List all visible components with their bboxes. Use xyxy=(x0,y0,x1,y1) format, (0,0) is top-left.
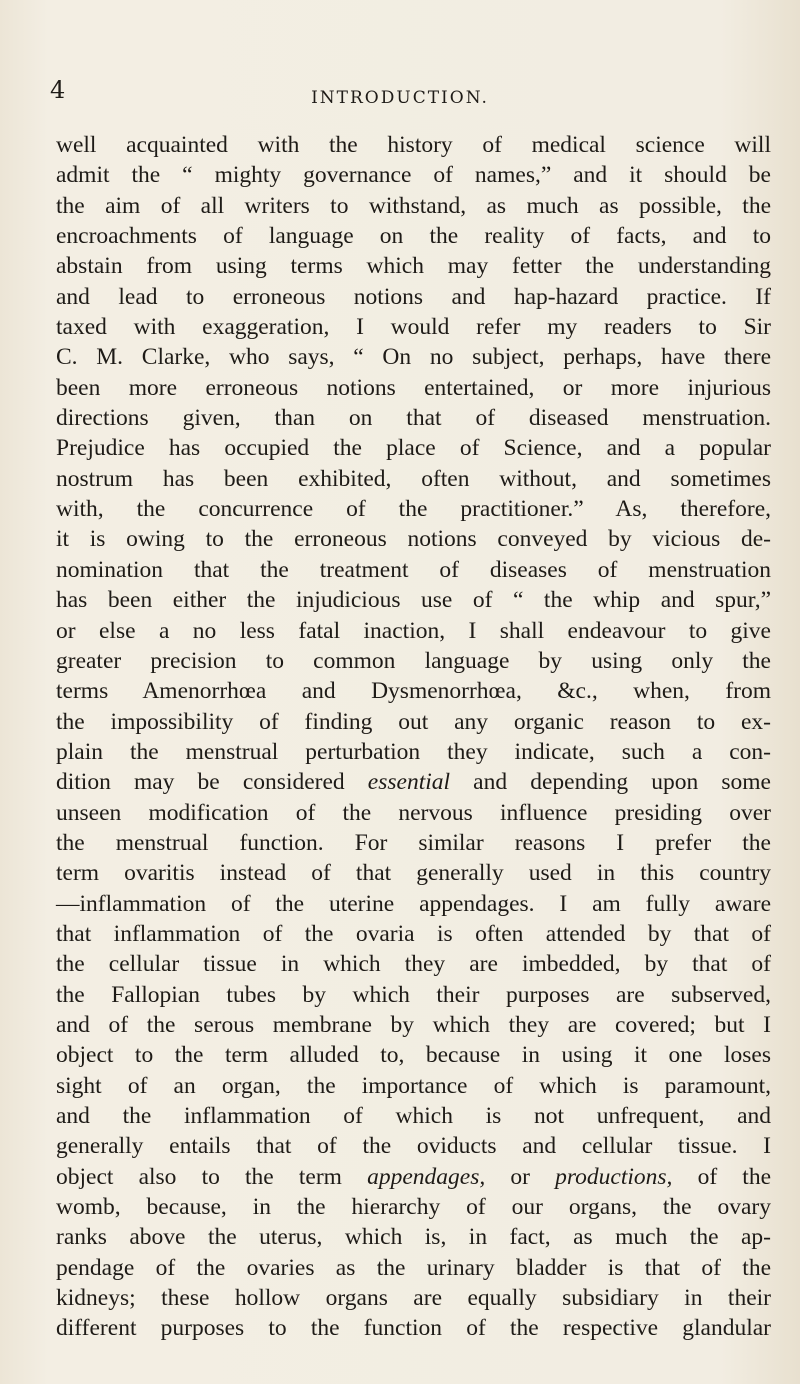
text-line: —inflammation of the uterine appendages. I am fully aware xyxy=(56,890,771,917)
text-line: or else a no less fatal inaction, I shall endeavour to give xyxy=(56,617,771,644)
text-line: C. M. Clarke, who says, “ On no subject, perhaps, have there xyxy=(56,344,771,371)
text-line: the menstrual function. For similar reasons I prefer the xyxy=(56,829,771,856)
text-line: the aim of all writers to withstand, as much as possible, the xyxy=(56,192,771,219)
text-line: taxed with exaggeration, I would refer my readers to Sir xyxy=(56,314,771,341)
text-line: plain the menstrual perturbation they indicate, such a con- xyxy=(56,738,771,765)
text-line: womb, because, in the hierarchy of our organs, the ovary xyxy=(56,1194,771,1221)
text-line: the impossibility of finding out any organic reason to ex- xyxy=(56,708,771,735)
text-line: nomination that the treatment of diseases of menstruation xyxy=(56,556,771,583)
text-line: greater precision to common language by using only the xyxy=(56,647,771,674)
text-line: and of the serous membrane by which they are covered; but I xyxy=(56,1011,771,1038)
text-line: pendage of the ovaries as the urinary bladder is that of the xyxy=(56,1254,771,1281)
text-line: object also to the term appendages, or productions, of the xyxy=(56,1163,772,1190)
text-line: and lead to erroneous notions and hap-hazard practice. If xyxy=(56,283,771,310)
text-line: abstain from using terms which may fetter the understanding xyxy=(56,253,771,280)
text-line: different purposes to the function of the respective glandular xyxy=(56,1315,771,1342)
text-line: sight of an organ, the importance of which is paramount, xyxy=(56,1072,771,1099)
text-line: it is owing to the erroneous notions conveyed by vicious de- xyxy=(56,526,771,553)
text-line: generally entails that of the oviducts and cellular tissue. I xyxy=(56,1133,771,1160)
text-line: with, the concurrence of the practitioner.” As, therefore, xyxy=(56,496,771,523)
text-line: and the inflammation of which is not unfrequent, and xyxy=(56,1103,771,1129)
text-line: term ovaritis instead of that generally used in this country xyxy=(56,860,771,887)
text-line: well acquainted with the history of medical science will xyxy=(56,132,771,158)
text-line: the cellular tissue in which they are imbedded, by that of xyxy=(56,951,771,978)
text-line: ranks above the uterus, which is, in fact, as much the ap- xyxy=(56,1224,771,1251)
text-line: dition may be considered essential and depending upon some xyxy=(56,769,771,796)
text-line: nostrum has been exhibited, often without, and sometimes xyxy=(56,465,771,492)
text-line: unseen modification of the nervous influence presiding over xyxy=(56,799,771,826)
text-line: that inflammation of the ovaria is often attended by that of xyxy=(56,920,771,947)
body-text xyxy=(56,130,771,1344)
text-line: directions given, than on that of diseased menstruation. xyxy=(56,405,771,432)
text-line: been more erroneous notions entertained, or more injurious xyxy=(56,374,771,401)
text-line: admit the “ mighty governance of names,” and it should be xyxy=(56,162,771,189)
text-line: terms Amenorrhœa and Dysmenorrhœa, &c., when, from xyxy=(56,678,771,705)
text-line: kidneys; these hollow organs are equally subsidiary in their xyxy=(56,1285,771,1312)
page-number: 4 xyxy=(50,76,66,104)
text-line: encroachments of language on the reality of facts, and to xyxy=(56,223,771,250)
text-line: the Fallopian tubes by which their purposes are subserved, xyxy=(56,981,771,1008)
running-head: INTRODUCTION. xyxy=(311,88,489,108)
text-line: has been either the injudicious use of “ the whip and spur,” xyxy=(56,587,771,614)
text-line: object to the term alluded to, because in using it one loses xyxy=(56,1042,771,1069)
text-line: Prejudice has occupied the place of Science, and a popular xyxy=(56,435,771,462)
